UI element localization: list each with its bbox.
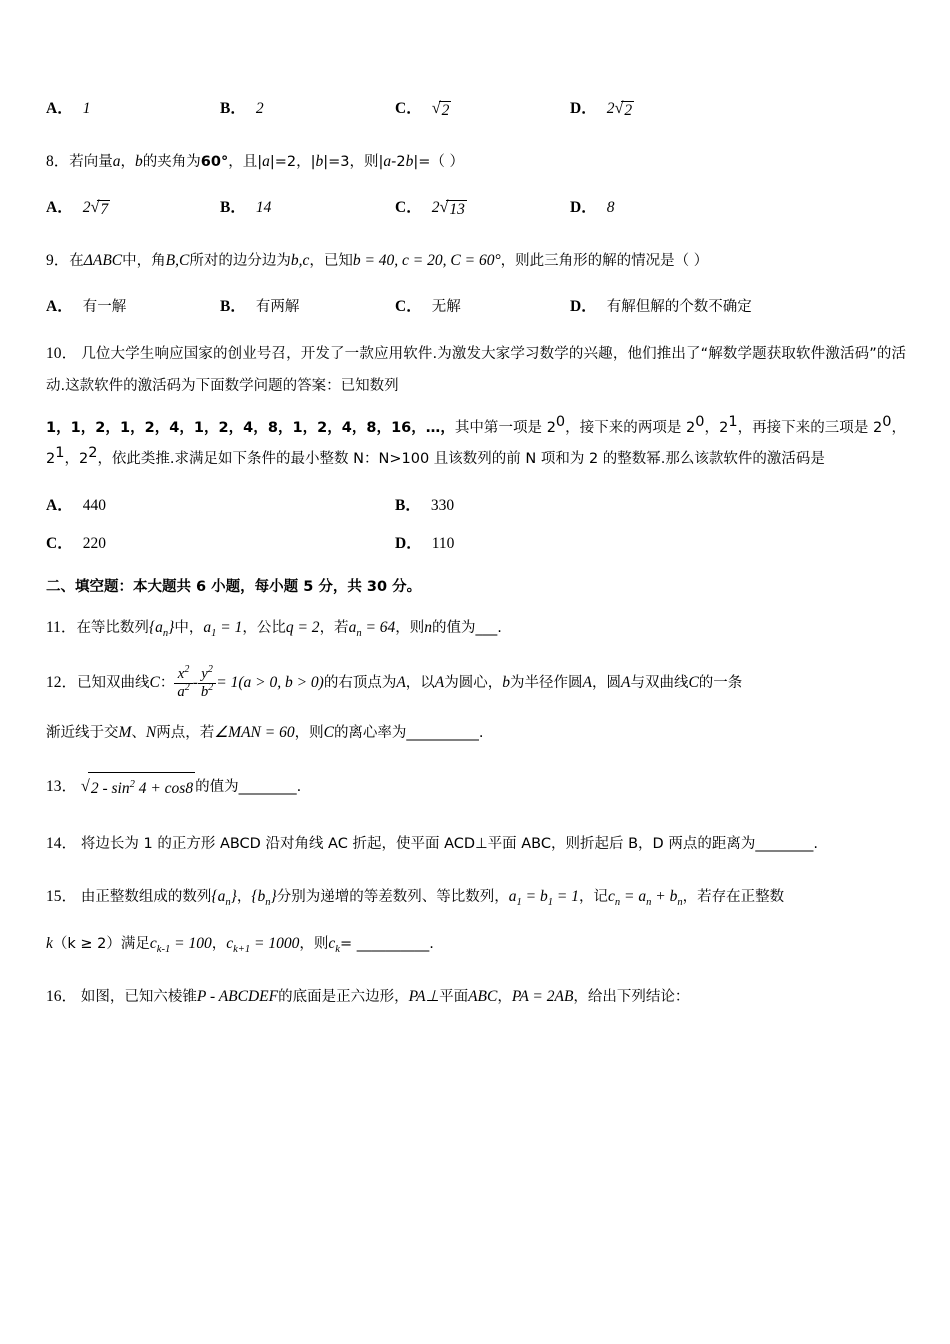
q15-ck: $c_k$ bbox=[328, 934, 340, 956]
question-10 bbox=[46, 338, 906, 402]
q8-option-d[interactable] bbox=[570, 195, 614, 217]
q16-text-3: ，给出下列结论： bbox=[573, 988, 690, 1005]
q8-eq-3: |=（ ） bbox=[413, 154, 465, 170]
q12-N: N bbox=[145, 723, 157, 741]
q7-option-c-value: √ 2 bbox=[431, 99, 450, 119]
q12-fraction-1: $\frac{x^2}{a^2}$ bbox=[174, 666, 192, 701]
q10-option-b[interactable] bbox=[395, 493, 454, 515]
q8-vector-b2: b bbox=[315, 153, 324, 170]
q12-text-5: 为半径作圆 bbox=[510, 675, 583, 692]
q10-sup-4: 0 bbox=[882, 413, 892, 430]
q15-line2-text-3: = __________. bbox=[339, 935, 434, 952]
q9-given: b = 40, c = 20, C = 60° bbox=[352, 252, 501, 269]
q8-option-d-label: D． bbox=[570, 199, 597, 216]
q8-options-row bbox=[46, 195, 906, 219]
q15-cn: $c_n = a_n + b_n$ bbox=[607, 887, 683, 909]
q7-option-c-label: C． bbox=[395, 100, 422, 117]
page-content bbox=[46, 96, 906, 1022]
q12-text-8: 的一条 bbox=[698, 675, 743, 692]
question-12-line-2 bbox=[46, 717, 906, 748]
q9-options-row bbox=[46, 294, 906, 316]
q7-option-c[interactable] bbox=[395, 96, 570, 120]
q16-number: 16． bbox=[46, 987, 78, 1005]
q12-minus: - bbox=[192, 674, 198, 692]
q12-colon: ： bbox=[159, 675, 175, 692]
q10-option-c[interactable] bbox=[46, 531, 395, 553]
q12-C2: C bbox=[688, 674, 699, 692]
q10-para2-a: 其中第一项是 2 bbox=[454, 419, 556, 436]
q12-text-1: 已知双曲线 bbox=[77, 675, 150, 692]
q15-ck-plus-1: $c_{k+1} = 1000$ bbox=[226, 934, 300, 956]
q15-text-4: ，若存在正整数 bbox=[682, 888, 785, 905]
q11-n: n bbox=[424, 619, 433, 637]
q10-option-b-value: 330 bbox=[430, 497, 455, 515]
q16-pyramid: P - ABCDEF bbox=[196, 987, 279, 1005]
q12-M: M bbox=[118, 723, 132, 741]
q10-para2-e: ，2 bbox=[46, 419, 906, 468]
q12-A4: A bbox=[620, 674, 631, 692]
q16-ABC: ABC bbox=[468, 987, 498, 1005]
q12-line2-text-1: 渐近线于交 bbox=[46, 724, 119, 741]
q8-vector-a: a bbox=[112, 153, 121, 170]
q10-number: 10． bbox=[46, 345, 78, 362]
q8-text-3: ，且| bbox=[228, 154, 263, 170]
q8-number: 8． bbox=[46, 153, 70, 170]
q16-pa: PA = 2AB bbox=[511, 987, 574, 1005]
q8-vector-b3: b bbox=[405, 153, 414, 170]
q12-text-6: ，圆 bbox=[591, 675, 621, 692]
q8-text-2: 的夹角为 bbox=[142, 154, 201, 170]
question-15 bbox=[46, 881, 906, 912]
q9-option-a[interactable] bbox=[46, 294, 220, 316]
q9-number: 9． bbox=[46, 252, 70, 269]
q15-text-2: 分别为递增的等差数列、等比数列， bbox=[276, 888, 509, 905]
q8-vector-b: b bbox=[135, 153, 143, 170]
q12-line2-text-4: 的离心率为__________. bbox=[333, 724, 484, 741]
q10-sup-1: 0 bbox=[555, 413, 566, 430]
q11-text-4: ，若 bbox=[319, 620, 349, 637]
q10-option-a[interactable] bbox=[46, 493, 395, 515]
q9-option-d-label: D． bbox=[570, 298, 597, 315]
q8-eq-2: |=3，则| bbox=[323, 154, 384, 170]
q9-triangle: ΔABC bbox=[83, 252, 123, 269]
q14-number: 14． bbox=[46, 834, 78, 852]
q15-line2-text-1: 满足 bbox=[120, 935, 150, 952]
q8-option-b[interactable] bbox=[220, 195, 395, 217]
q15-text-3: ，记 bbox=[578, 888, 608, 905]
q15-an-brace: $\{a_n\}$ bbox=[211, 887, 237, 909]
q7-option-d-value: 2 √ 2 bbox=[606, 99, 633, 119]
q12-dun: 、 bbox=[131, 724, 146, 741]
question-13 bbox=[46, 770, 906, 804]
q15-number: 15． bbox=[46, 887, 78, 905]
q12-fraction-2: $\frac{y^2}{b^2}$ bbox=[198, 666, 216, 701]
q10-option-d[interactable] bbox=[395, 531, 454, 553]
q10-options-row-2 bbox=[46, 531, 906, 553]
q10-para2-g: ，依此类推.求满足如下条件的最小整数 N：N>100 且该数列的前 N 项和为 2 的整数幂.那么该款软件的激活码是 bbox=[97, 451, 825, 468]
q15-bn-brace: $\{b_n\}$ bbox=[251, 887, 277, 909]
q10-sup-5: 1 bbox=[55, 445, 65, 462]
q12-C3: C bbox=[323, 723, 334, 741]
q7-option-a[interactable] bbox=[46, 96, 220, 118]
q16-text-1: 如图，已知六棱锥 bbox=[80, 988, 197, 1005]
q7-option-a-value: 1 bbox=[82, 100, 91, 117]
q16-comma: ， bbox=[497, 988, 512, 1005]
q12-b: b bbox=[502, 674, 511, 692]
q11-text-6: 的值为___. bbox=[432, 620, 502, 637]
q13-number: 13． bbox=[46, 777, 78, 795]
q7-options-row bbox=[46, 96, 906, 120]
q9-option-c[interactable] bbox=[395, 294, 570, 316]
q15-k: k bbox=[46, 934, 53, 952]
q9-option-b-label: B． bbox=[220, 298, 246, 315]
q10-option-a-label: A． bbox=[46, 497, 73, 515]
question-14 bbox=[46, 828, 906, 859]
q12-angle: ∠MAN = 60 bbox=[214, 723, 295, 741]
q11-q: q = 2 bbox=[285, 619, 320, 637]
q8-option-b-label: B． bbox=[220, 199, 246, 216]
q15-ck-minus-1: $c_{k-1} = 100$ bbox=[149, 934, 212, 956]
q11-text-1: 在等比数列 bbox=[76, 620, 149, 637]
q8-option-c-label: C． bbox=[395, 199, 422, 216]
q12-A3: A bbox=[582, 674, 592, 692]
q10-paragraph-1: 几位大学生响应国家的创业号召，开发了一款应用软件.为激发大家学习数学的兴趣，他们推出了“解数学题获取软件激活码”的活动.这款软件的激活码为下面数学问题的答案：已知数列 bbox=[46, 346, 906, 394]
q9-text-1: 在 bbox=[69, 253, 84, 269]
q15-k-condition: （k ≥ 2） bbox=[52, 935, 121, 952]
q9-text-2: 中，角 bbox=[122, 253, 166, 269]
question-9 bbox=[46, 245, 906, 276]
q12-line2-text-3: ，则 bbox=[294, 724, 324, 741]
q9-option-c-label: C． bbox=[395, 298, 422, 315]
q8-angle: 60° bbox=[200, 154, 229, 170]
q11-an-brace: $\{a_n\}$ bbox=[148, 619, 175, 640]
q10-para2-b: ，接下来的两项是 2 bbox=[565, 419, 696, 436]
q11-a1: $a_1 = 1$ bbox=[203, 619, 243, 640]
question-8 bbox=[46, 146, 906, 177]
q7-option-d-label: D． bbox=[570, 100, 597, 117]
q9-option-a-label: A． bbox=[46, 298, 73, 315]
q8-option-b-value: 14 bbox=[255, 199, 272, 216]
q16-perp: PA⊥ bbox=[408, 987, 440, 1005]
q12-number: 12． bbox=[46, 674, 78, 692]
q8-option-d-value: 8 bbox=[606, 199, 615, 216]
q8-minus: - bbox=[391, 154, 397, 170]
q12-line2-text-2: 两点，若 bbox=[156, 724, 215, 741]
q12-text-2: 的右顶点为 bbox=[323, 675, 397, 692]
q9-sides: b,c bbox=[290, 252, 310, 269]
q7-option-b-label: B． bbox=[220, 100, 246, 117]
question-12 bbox=[46, 665, 906, 701]
q11-an: $a_n = 64$ bbox=[348, 619, 396, 640]
q9-text-4: ，已知 bbox=[309, 253, 353, 269]
q8-vector-a2: a bbox=[262, 153, 270, 170]
q9-option-b-value: 有两解 bbox=[255, 299, 300, 315]
q8-comma: ， bbox=[120, 154, 136, 170]
q9-angles: B,C bbox=[165, 252, 190, 269]
q13-text: 的值为________. bbox=[195, 778, 302, 795]
q9-option-a-value: 有一解 bbox=[82, 299, 127, 315]
q16-plane: 平面 bbox=[439, 988, 469, 1005]
q10-option-b-label: B． bbox=[395, 497, 421, 515]
q8-option-a[interactable] bbox=[46, 195, 220, 219]
q15-comma-2: ， bbox=[211, 935, 227, 952]
q12-A1: A bbox=[396, 674, 406, 692]
q15-text-1: 由正整数组成的数列 bbox=[80, 888, 212, 905]
q10-para2-d: ，再接下来的三项是 2 bbox=[737, 419, 883, 436]
q8-option-c[interactable] bbox=[395, 195, 570, 219]
q12-eq-rest: = 1(a > 0, b > 0) bbox=[216, 674, 324, 692]
question-15-line-2 bbox=[46, 928, 906, 959]
q8-text-1: 若向量 bbox=[69, 154, 113, 170]
q8-option-c-value: 2 √ 13 bbox=[431, 198, 465, 218]
q10-options-row-1 bbox=[46, 493, 906, 515]
question-11 bbox=[46, 612, 906, 643]
q10-sequence-line bbox=[46, 412, 906, 476]
q7-option-b-value: 2 bbox=[255, 100, 264, 117]
q8-eq-1: |=2，| bbox=[269, 154, 316, 170]
q10-option-d-label: D． bbox=[395, 535, 422, 553]
q15-comma-1: ， bbox=[236, 888, 252, 905]
q12-C: C bbox=[149, 674, 160, 692]
q7-option-a-label: A． bbox=[46, 100, 73, 117]
q16-text-2: 的底面是正六边形， bbox=[278, 988, 409, 1005]
q12-text-3: ，以 bbox=[405, 675, 435, 692]
q9-text-5: ，则此三角形的解的情况是（ ） bbox=[500, 253, 709, 269]
q8-option-a-value: 2 √ 7 bbox=[82, 198, 109, 218]
q9-option-d-value: 有解但解的个数不确定 bbox=[606, 299, 752, 315]
q7-option-b[interactable] bbox=[220, 96, 395, 118]
question-16 bbox=[46, 981, 906, 1012]
q14-text: 将边长为 1 的正方形 ABCD 沿对角线 AC 折起，使平面 ACD⊥平面 ABC，则折起后 B，D 两点的距离为________. bbox=[80, 835, 818, 852]
q9-text-3: 所对的边分边为 bbox=[189, 253, 291, 269]
q15-init: $a_1 = b_1 = 1$ bbox=[508, 887, 579, 909]
q9-option-c-value: 无解 bbox=[431, 299, 461, 315]
q10-option-c-label: C． bbox=[46, 535, 73, 553]
q10-sequence: 1，1，2，1，2，4，1，2，4，8，1，2，4，8，16，…， bbox=[46, 419, 455, 436]
q13-expression: √ $2 - \sin^2 4 + \cos 8$ bbox=[81, 770, 195, 804]
q10-sup-3: 1 bbox=[728, 413, 738, 430]
q8-option-a-label: A． bbox=[46, 199, 73, 216]
q12-text-4: 为圆心， bbox=[444, 675, 503, 692]
q12-A2: A bbox=[434, 674, 445, 692]
q9-option-d[interactable] bbox=[570, 294, 752, 316]
q8-vector-a3: a bbox=[383, 153, 392, 170]
q10-para2-c: ，2 bbox=[704, 419, 729, 436]
section-2-heading: 二、填空题：本大题共 6 小题，每小题 5 分，共 30 分。 bbox=[46, 579, 422, 596]
q10-option-d-value: 110 bbox=[431, 535, 455, 553]
q7-option-d[interactable] bbox=[570, 96, 634, 120]
q11-text-3: ，公比 bbox=[242, 620, 286, 637]
q10-para2-f: ，2 bbox=[64, 451, 89, 468]
q12-text-7: 与双曲线 bbox=[630, 675, 689, 692]
q10-sup-2: 0 bbox=[695, 413, 705, 430]
q15-line2-text-2: ，则 bbox=[299, 935, 329, 952]
q11-number: 11． bbox=[46, 619, 77, 637]
q9-option-b[interactable] bbox=[220, 294, 395, 316]
q10-sup-6: 2 bbox=[88, 445, 98, 462]
q8-two: 2 bbox=[396, 154, 406, 170]
q11-text-2: 中， bbox=[174, 620, 204, 637]
q10-option-c-value: 220 bbox=[82, 535, 106, 553]
q11-text-5: ，则 bbox=[395, 620, 425, 637]
q10-option-a-value: 440 bbox=[82, 497, 106, 515]
